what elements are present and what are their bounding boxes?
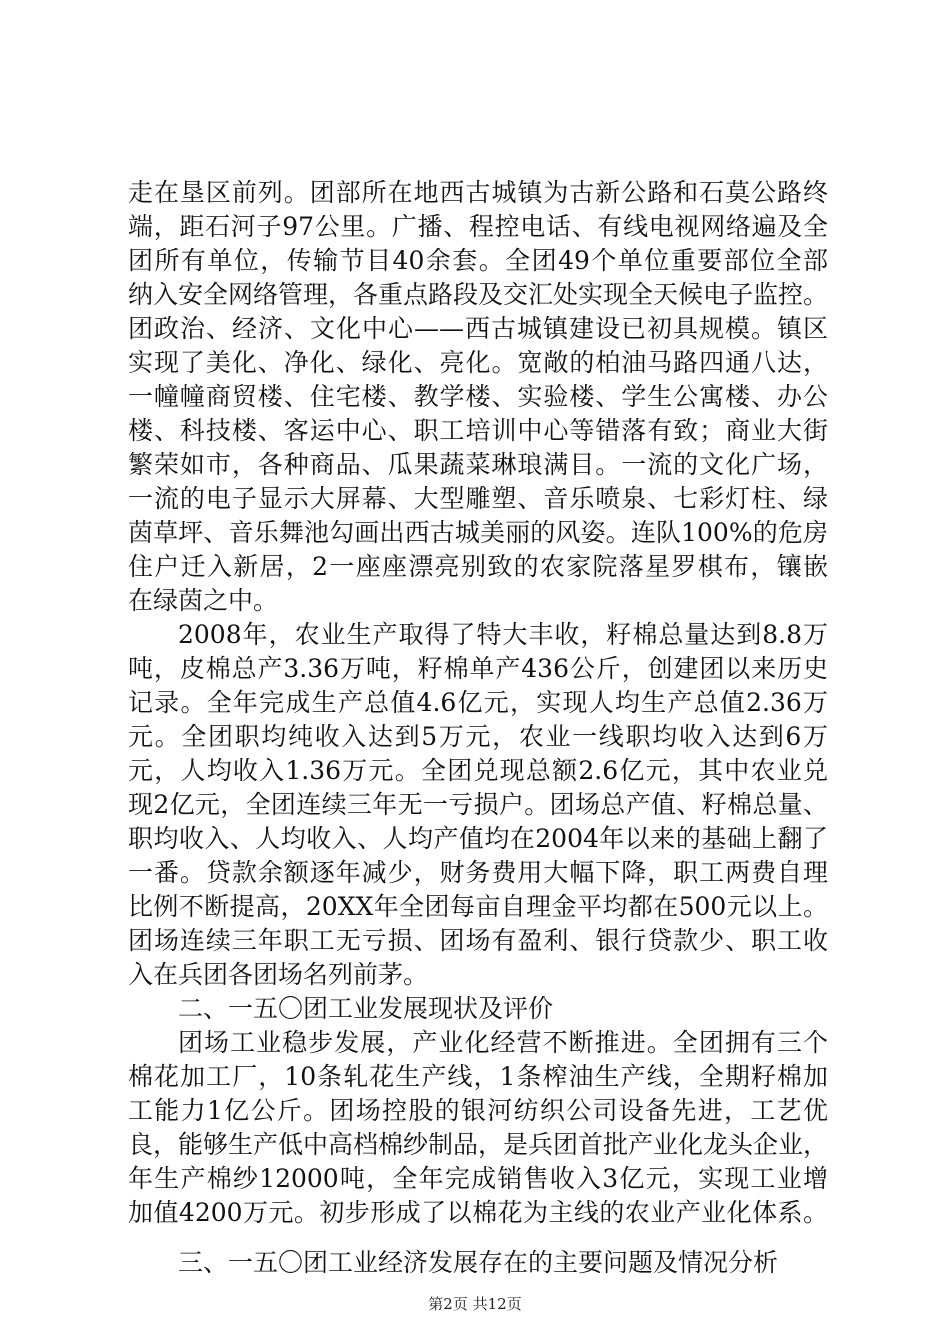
paragraph-line: 职均收入、人均收入、人均产值均在2004年以来的基础上翻了 <box>128 824 828 853</box>
paragraph-line: 记录。全年完成生产总值4.6亿元，实现人均生产总值2.36万 <box>128 688 828 717</box>
paragraph-line: 繁荣如市，各种商品、瓜果蔬菜琳琅满目。一流的文化广场， <box>128 450 828 479</box>
paragraph-line: 团政治、经济、文化中心——西古城镇建设已初具规模。镇区 <box>128 314 828 343</box>
paragraph-line: 端，距石河子97公里。广播、程控电话、有线电视网络遍及全 <box>128 212 828 241</box>
paragraph-line: 团所有单位，传输节目40余套。全团49个单位重要部位全部 <box>128 246 828 275</box>
paragraph-line: 棉花加工厂，10条轧花生产线，1条榨油生产线，全期籽棉加 <box>128 1062 828 1091</box>
paragraph-line: 楼、科技楼、客运中心、职工培训中心等错落有致；商业大街 <box>128 416 828 445</box>
paragraph-line: 茵草坪、音乐舞池勾画出西古城美丽的风姿。连队100%的危房 <box>128 518 828 547</box>
paragraph-line: 走在垦区前列。团部所在地西古城镇为古新公路和石莫公路终 <box>128 178 828 207</box>
paragraph-line: 在绿茵之中。 <box>128 586 279 615</box>
paragraph-line: 入在兵团各团场名列前茅。 <box>128 960 429 989</box>
paragraph-line: 比例不断提高，20XX年全团每亩自理金平均都在500元以上。 <box>128 892 828 921</box>
paragraph-line: 良，能够生产低中高档棉纱制品，是兵团首批产业化龙头企业， <box>128 1130 829 1159</box>
paragraph-line: 纳入安全网络管理，各重点路段及交汇处实现全天候电子监控。 <box>128 280 829 309</box>
paragraph-line: 元。全团职均纯收入达到5万元，农业一线职均收入达到6万 <box>128 722 828 751</box>
paragraph-line: 加值4200万元。初步形成了以棉花为主线的农业产业化体系。 <box>128 1198 828 1227</box>
section-heading: 二、一五〇团工业发展现状及评价 <box>178 994 554 1023</box>
paragraph-line: 住户迁入新居，2一座座漂亮别致的农家院落星罗棋布，镶嵌 <box>128 552 828 581</box>
paragraph-line: 现2亿元，全团连续三年无一亏损户。团场总产值、籽棉总量、 <box>128 790 828 819</box>
paragraph-line: 团场连续三年职工无亏损、团场有盈利、银行贷款少、职工收 <box>128 926 828 955</box>
paragraph-line: 年生产棉纱12000吨，全年完成销售收入3亿元，实现工业增 <box>128 1164 828 1193</box>
paragraph-line: 一幢幢商贸楼、住宅楼、教学楼、实验楼、学生公寓楼、办公 <box>128 382 828 411</box>
paragraph-line: 一流的电子显示大屏幕、大型雕塑、音乐喷泉、七彩灯柱、绿 <box>128 484 828 513</box>
paragraph-line: 工能力1亿公斤。团场控股的银河纺织公司设备先进，工艺优 <box>128 1096 828 1125</box>
section-heading: 三、一五〇团工业经济发展存在的主要问题及情况分析 <box>178 1248 779 1277</box>
paragraph-line: 一番。贷款余额逐年减少，财务费用大幅下降，职工两费自理 <box>128 858 828 887</box>
paragraph-line: 实现了美化、净化、绿化、亮化。宽敞的柏油马路四通八达， <box>128 348 828 377</box>
page-number-footer: 第2页 共12页 <box>428 1295 522 1313</box>
paragraph-line: 吨，皮棉总产3.36万吨，籽棉单产436公斤，创建团以来历史 <box>128 654 828 683</box>
paragraph-line: 2008年，农业生产取得了特大丰收，籽棉总量达到8.8万 <box>178 620 828 649</box>
paragraph-line: 团场工业稳步发展，产业化经营不断推进。全团拥有三个 <box>178 1028 828 1057</box>
paragraph-line: 元，人均收入1.36万元。全团兑现总额2.6亿元，其中农业兑 <box>128 756 828 785</box>
